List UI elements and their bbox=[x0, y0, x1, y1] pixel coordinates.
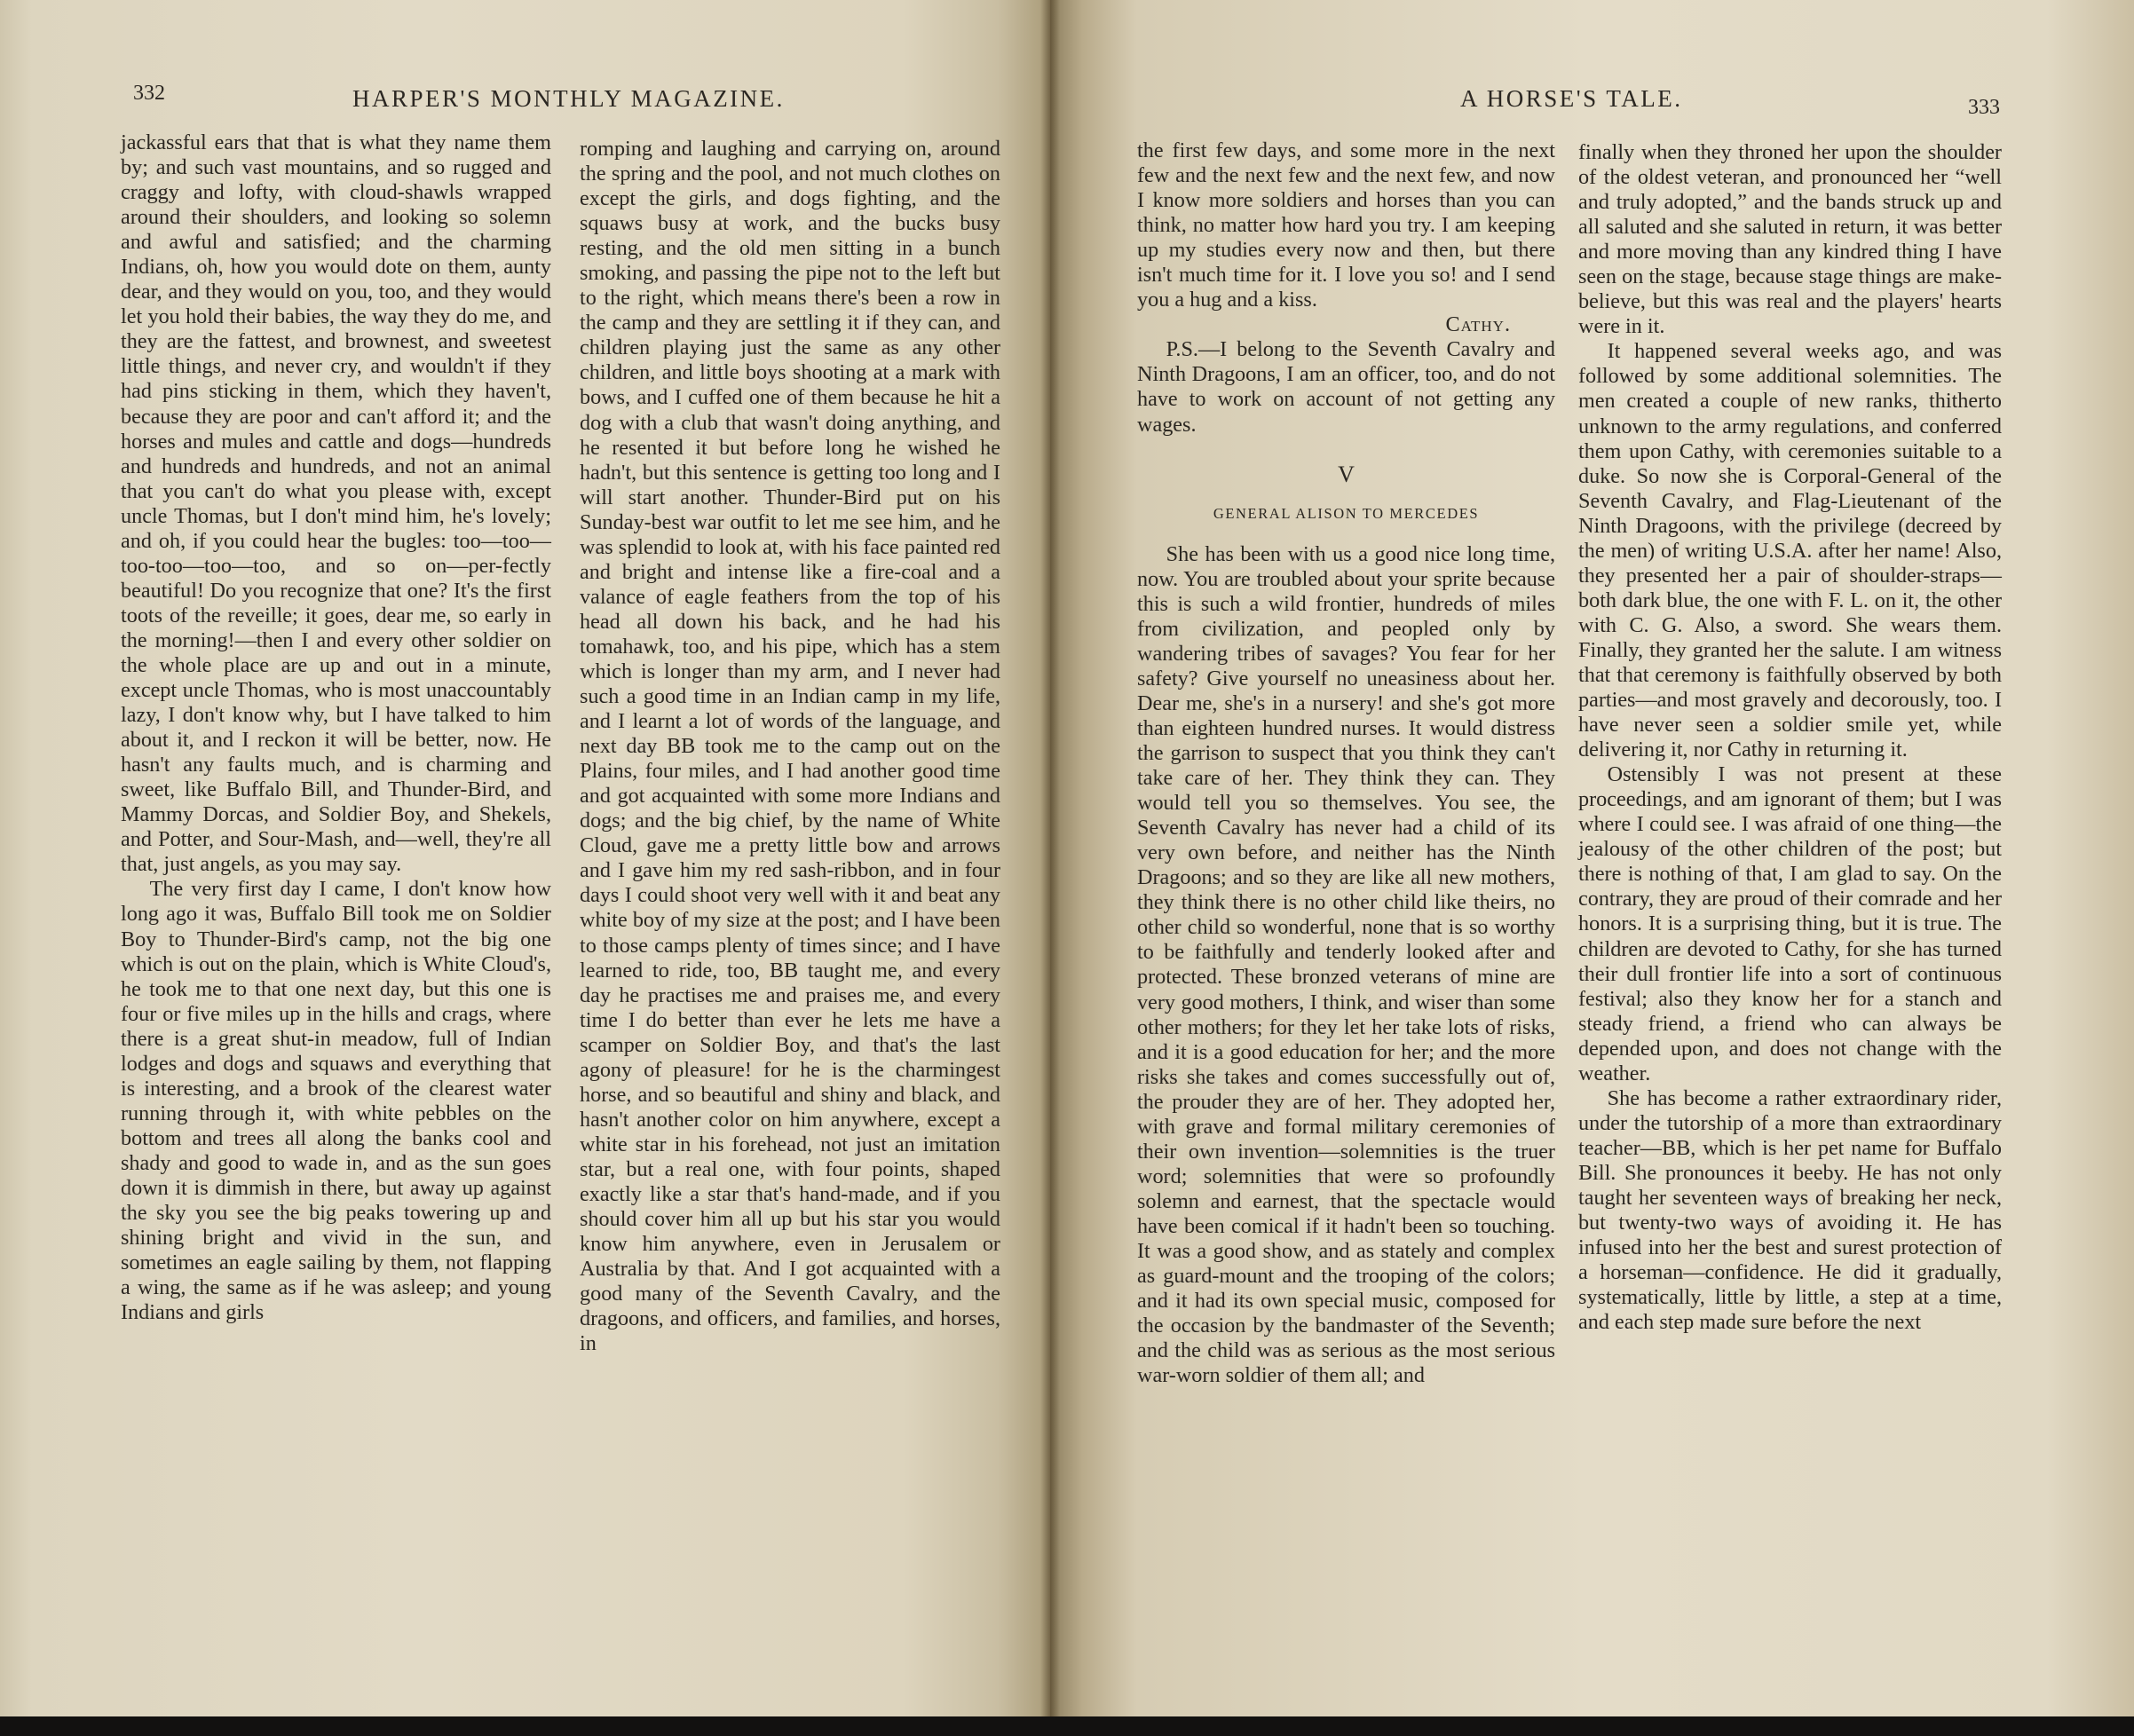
paragraph: She has become a rather extraordinary rider, under the tutorship of a more than extraordinary teacher—BB, which is her pet name for Buffalo Bill. She pronounces it beeby. He has not only taught her seventeen ways of breaking her neck, but twenty-two ways of avoiding it. He has infused into her the best and surest protection of a horseman—confidence. He did it gradually, systematically, little by little, a step at a time, and each step made sure before the next bbox=[1578, 1085, 2002, 1335]
paragraph: the first few days, and some more in the next few and the next few and the next few, and now I know more soldiers and horses than you can think, no matter how hard you try. I am keeping up my studies every now and then, but there isn't much time for it. I love you so! and I send you a hug and a kiss. bbox=[1137, 138, 1555, 312]
page-bottom-edge bbox=[0, 1716, 2134, 1736]
column-1 bbox=[121, 130, 551, 1325]
column-3 bbox=[1137, 138, 1555, 1388]
paragraph: It happened several weeks ago, and was followed by some additional solemnities. The men created a couple of new ranks, thitherto unknown to the army regulations, and conferred them upon Cathy, with ceremonies suitable to a duke. So now she is Corporal-General of the Seventh Cavalry, and Flag-Lieutenant of the Ninth Dragoons, with the privilege (decreed by the men) of writing U.S.A. after her name! Also, they presented her a pair of shoulder-straps—both dark blue, the one with F. L. on it, the other with C. G. Also, a sword. She wears them. Finally, they granted her the salute. I am witness that that ceremony is faithfully observed by both parties—and most gravely and decorously, too. I have never seen a soldier smile yet, while delivering it, nor Cathy in returning it. bbox=[1578, 339, 2002, 762]
paragraph: romping and laughing and carrying on, around the spring and the pool, and not much clothes on except the girls, and dogs fighting, and the squaws busy at work, and the bucks busy resting, and the old men sitting in a bunch smoking, and passing the pipe not to the left but to the right, which means there's been a row in the camp and they are settling it if they can, and children playing just the same as any other children, and little boys shooting at a mark with bows, and I cuffed one of them because he hit a dog with a club that wasn't doing anything, and he resented it but before long he wished he hadn't, but this sentence is getting too long and I will start another. Thunder-Bird put on his Sunday-best war outfit to let me see him, and he was splendid to look at, with his face painted red and bright and intense like a fire-coal and a valance of eagle feathers from the top of his head all down his back, and he had his tomahawk, too, and his pipe, which has a stem which is longer than my arm, and I never had such a good time in an Indian camp in my life, and I learnt a lot of words of the language, and next day BB took me to the camp out on the Plains, four miles, and I had another good time and got acquainted with some more Indians and dogs; and the big chief, by the name of White Cloud, gave me a pretty little bow and arrows and I gave him my red sash-ribbon, and in four days I could shoot very well with it and beat any white boy of my size at the post; and I have been to those camps plenty of times since; and I have learned to ride, too, BB taught me, and every day he practises me and praises me, and every time I do better than ever he lets me have a scamper on Soldier Boy, and that's the last agony of pleasure! for he is the charmingest horse, and so beautiful and shiny and black, and hasn't another color on him anywhere, except a white star in his forehead, not just an imitation star, but a real one, with four points, shaped exactly like a star that's hand-made, and if you should cover him all up but his star you would know him anywhere, even in Jerusalem or Australia by that. And I got acquainted with a good many of the Seventh Cavalry, and the dragoons, and officers, and families, and horses, in bbox=[580, 137, 1000, 1356]
book-gutter bbox=[1040, 0, 1060, 1736]
left-page bbox=[0, 0, 1050, 1736]
paragraph: She has been with us a good nice long time, now. You are troubled about your sprite because this is such a wild frontier, hundreds of miles from civilization, and peopled only by wandering tribes of savages? You fear for her safety? Give yourself no uneasiness about her. Dear me, she's in a nursery! and she's got more than eighteen hundred nurses. It would distress the garrison to suspect that you think they can't take care of her. They think they can. They would tell you so themselves. You see, the Seventh Cavalry has never had a child of its very own before, and neither has the Ninth Dragoons; and so they are like all new mothers, they think there is no other child like theirs, no other child so wonderful, none that is so worthy to be faithfully and tenderly looked after and protected. These bronzed veterans of mine are very good mothers, I think, and wiser than some other mothers; for they let her take lots of risks, and it is a good education for her; and the more risks she takes and comes successfully out of, the prouder they are of her. They adopted her, with grave and formal military ceremonies of their own invention—solemnities is the truer word; solemnities that were so profoundly solemn and earnest, that the spectacle would have been comical if it hadn't been so touching. It was a good show, and as stately and complex as guard-mount and the trooping of the colors; and it had its own special music, composed for the occasion by the bandmaster of the Seventh; and the child was as serious as the most serious war-worn soldier of them all; and bbox=[1137, 541, 1555, 1388]
running-head-right: A HORSE'S TALE. bbox=[1460, 85, 1683, 112]
paragraph: Ostensibly I was not present at these proceedings, and am ignorant of them; but I was where I could see. I was afraid of one thing—the jealousy of the other children of the post; but there is nothing of that, I am glad to say. On the contrary, they are proud of their comrade and her honors. It is a surprising thing, but it is true. The children are devoted to Cathy, for she has turned their dull frontier life into a sort of continuous festival; also they know her for a stanch and steady friend, a friend who can always be depended upon, and does not change with the weather. bbox=[1578, 762, 2002, 1085]
column-2 bbox=[580, 137, 1000, 1356]
paragraph: The very first day I came, I don't know how long ago it was, Buffalo Bill took me on Soldier Boy to Thunder-Bird's camp, not the big one which is out on the plain, which is White Cloud's, he took me to that one next day, but this one is four or five miles up in the hills and crags, where there is a great shut-in meadow, full of Indian lodges and dogs and squaws and everything that is interesting, and a brook of the clearest water running through it, with white pebbles on the bottom and trees all along the banks cool and shady and good to wade in, and as the sun goes down it is dimmish in there, but away up against the sky you see the big peaks towering up and shining bright and vivid in the sun, and sometimes an eagle sailing by them, not flapping a wing, the same as if he was asleep; and young Indians and girls bbox=[121, 877, 551, 1325]
running-head-left: HARPER'S MONTHLY MAGAZINE. bbox=[352, 85, 785, 112]
paragraph: jackassful ears that that is what they name them by; and such vast mountains, and so rugged and craggy and lofty, with cloud-shawls wrapped around their shoulders, and looking so solemn and awful and satisfied; and the charming Indians, oh, how you would dote on them, aunty dear, and they would on you, too, and they would let you hold their babies, the way they do me, and they are the fattest, and brownest, and sweetest little things, and never cry, and wouldn't if they had pins sticking in them, which they haven't, because they are poor and can't afford it; and the horses and mules and cattle and dogs—hundreds and hundreds and hundreds, and not an animal that you can't do what you please with, except uncle Thomas, but I don't mind him, he's lovely; and oh, if you could hear the bugles: too—too—too-too—too—too, and so on—per-fectly beautiful! Do you recognize that one? It's the first toots of the reveille; it goes, dear me, so early in the morning!—then I and every other soldier on the whole place are up and out in a minute, except uncle Thomas, who is most unaccountably lazy, I don't know why, but I have talked to him about it, and I reckon it will be better, now. He hasn't any faults much, and is charming and sweet, like Buffalo Bill, and Thunder-Bird, and Mammy Dorcas, and Soldier Boy, and Shekels, and Potter, and Sour-Mash, and—well, they're all that, just angels, as you may say. bbox=[121, 130, 551, 877]
postscript: P.S.—I belong to the Seventh Cavalry and Ninth Dragoons, I am an officer, too, and do not have to work on account of not getting any wages. bbox=[1137, 337, 1555, 437]
page-number-left: 332 bbox=[133, 82, 165, 105]
page-number-right: 333 bbox=[1968, 96, 2000, 119]
letter-signature: Cathy. bbox=[1445, 312, 1511, 337]
paragraph: finally when they throned her upon the shoulder of the oldest veteran, and pronounced her “well and truly adopted,” and the bands struck up and all saluted and she saluted in return, it was better and more moving than any kindred thing I have seen on the stage, because stage things are make-believe, but this was real and the players' hearts were in it. bbox=[1578, 140, 2002, 339]
section-title: GENERAL ALISON TO MERCEDES bbox=[1213, 504, 1480, 522]
column-4 bbox=[1578, 140, 2002, 1335]
section-number: V bbox=[1338, 461, 1355, 487]
